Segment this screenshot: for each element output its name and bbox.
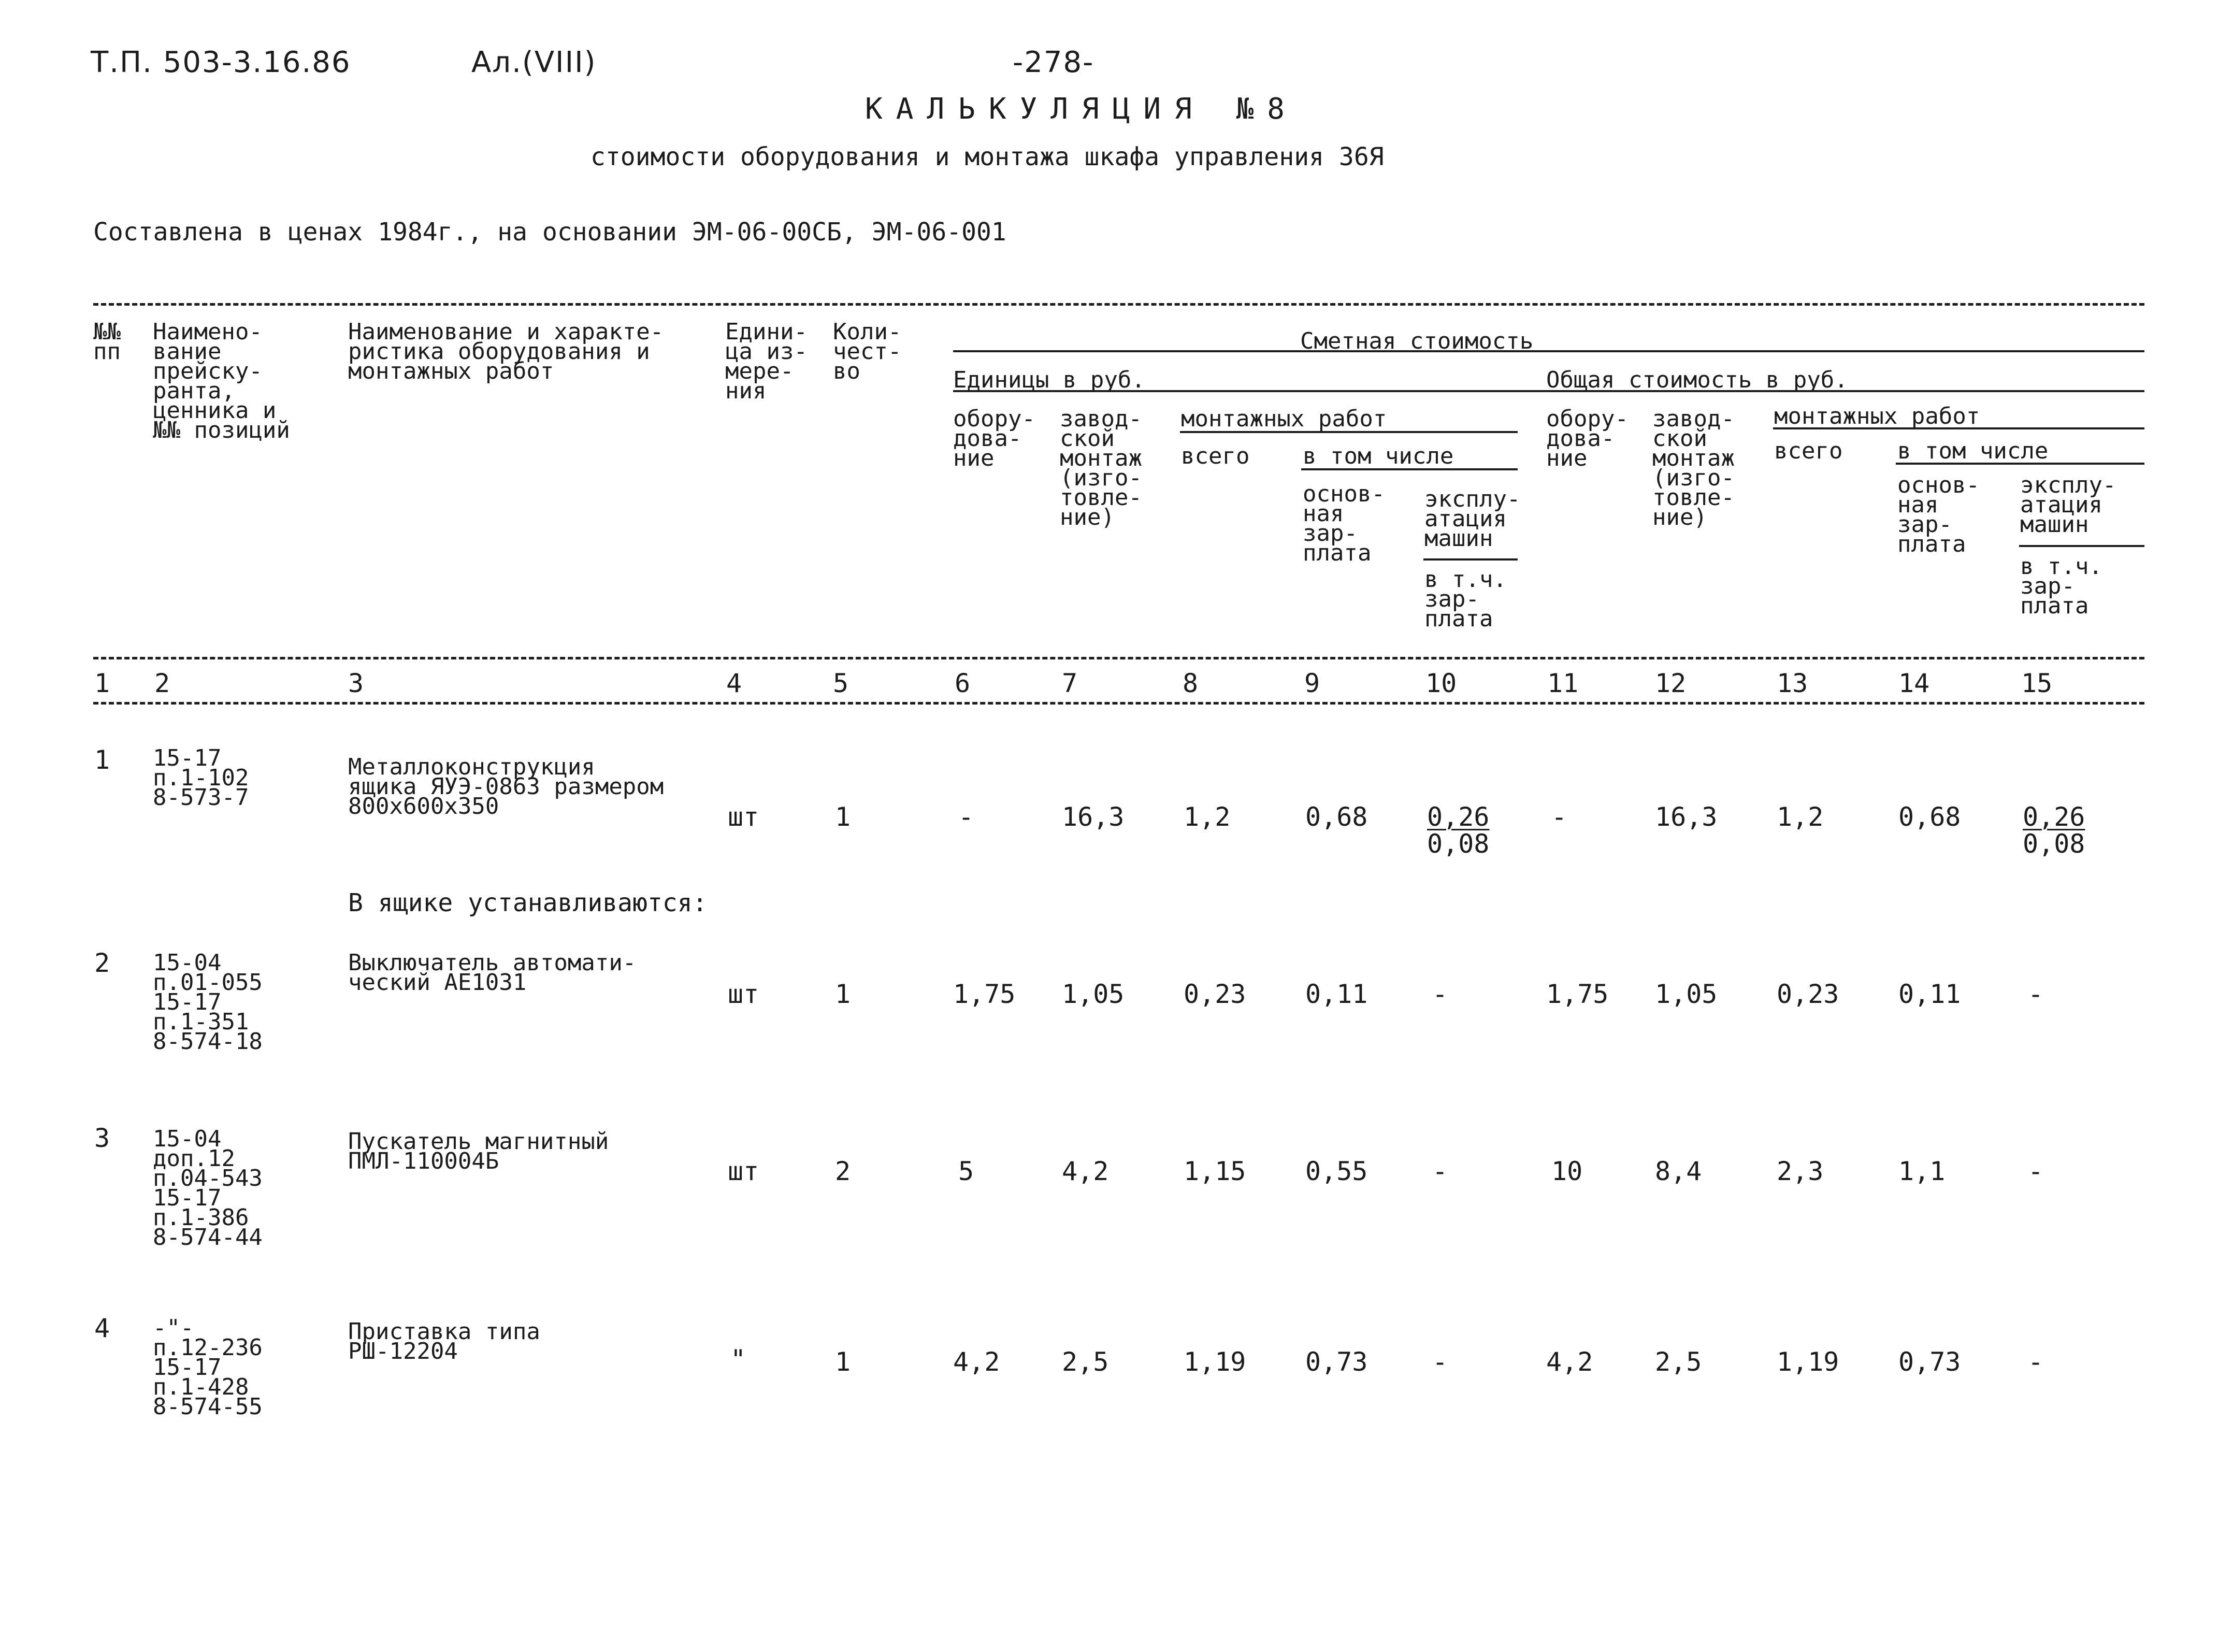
col-number-2: 2 — [154, 668, 170, 698]
row-total-equipment: - — [1551, 802, 1567, 832]
row-total-mount-all: 0,23 — [1777, 979, 1839, 1009]
row-total-machine: - — [2028, 1347, 2044, 1377]
row-total-base-wage: 1,1 — [1898, 1156, 1946, 1186]
header-total-incl: в том числе — [1897, 438, 2049, 464]
row-unit: шт — [728, 802, 759, 832]
header-col-3: Наименование и характе- ристика оборудования и монтажных работ — [348, 319, 664, 384]
row-unit-machine-wage: 0,08 — [1427, 829, 1490, 859]
row-total-mount-all: 1,2 — [1777, 802, 1824, 832]
row-total-factory: 16,3 — [1655, 802, 1718, 832]
col-number-15: 15 — [2021, 668, 2053, 698]
header-rule-total-machine — [2019, 545, 2144, 547]
doc-code: Т.П. 503-3.16.86 — [91, 46, 351, 79]
row-total-equipment: 4,2 — [1546, 1347, 1593, 1377]
row-unit-factory: 4,2 — [1062, 1156, 1109, 1186]
row-qty: 2 — [835, 1156, 851, 1186]
row-price-code: 15-17 п.1-102 8-573-7 — [153, 745, 249, 811]
header-rule-unit-mount — [1180, 431, 1518, 433]
col-number-3: 3 — [348, 668, 364, 698]
row-unit-mount-all: 0,23 — [1184, 979, 1246, 1009]
header-rule-total-mount — [1773, 427, 2144, 429]
header-estimated-cost: Сметная стоимость — [1300, 328, 1534, 354]
row-price-code: -"- п.12-236 15-17 п.1-428 8-574-55 — [153, 1315, 263, 1420]
header-bottom-rule — [93, 657, 2144, 659]
row-unit-base-wage: 0,73 — [1305, 1347, 1368, 1377]
table-top-rule — [93, 303, 2144, 306]
row-unit-mount-all: 1,15 — [1184, 1156, 1246, 1186]
header-total-machine: эксплу- атация машин — [2020, 472, 2116, 538]
row-unit-base-wage: 0,68 — [1305, 802, 1368, 832]
row-total-base-wage: 0,11 — [1898, 979, 1961, 1009]
row-unit-equipment: 5 — [958, 1156, 974, 1186]
row-item-name: Пускатель магнитный ПМЛ-110004Б — [348, 1128, 609, 1174]
header-rule-unit-machine — [1423, 558, 1518, 561]
col-number-9: 9 — [1304, 668, 1320, 698]
row-unit-equipment: - — [958, 802, 974, 832]
col-number-1: 1 — [94, 668, 110, 698]
col-number-5: 5 — [833, 668, 849, 698]
row-unit-factory: 2,5 — [1062, 1347, 1109, 1377]
row-unit-base-wage: 0,11 — [1305, 979, 1368, 1009]
row-total-equipment: 1,75 — [1546, 979, 1609, 1009]
row-number: 1 — [94, 745, 110, 775]
page-number: -278- — [1013, 46, 1094, 79]
col-number-11: 11 — [1547, 668, 1579, 698]
row-unit: шт — [728, 1156, 759, 1186]
header-total-equipment: обору- дова- ние — [1546, 406, 1629, 471]
row-total-base-wage: 0,73 — [1898, 1347, 1961, 1377]
row-item-name: Выключатель автомати- ческий АЕ1031 — [348, 950, 637, 996]
price-basis: Составлена в ценах 1984г., на основании ЭМ-06-00СБ, ЭМ-06-001 — [93, 218, 1006, 247]
row-unit: " — [730, 1344, 746, 1374]
header-unit-mount: монтажных работ — [1181, 406, 1387, 432]
col-numbers-rule — [93, 702, 2144, 705]
row-unit-mount-all: 1,2 — [1184, 802, 1231, 832]
row-unit-base-wage: 0,55 — [1305, 1156, 1368, 1186]
header-col-2: Наимено- вание прейску- ранта, ценника и №№ позиций — [153, 319, 290, 443]
header-unit-factory: завод- ской монтаж (изго- товле- ние) — [1060, 406, 1142, 530]
row-unit-equipment: 1,75 — [953, 979, 1016, 1009]
col-number-14: 14 — [1898, 668, 1930, 698]
row-number: 2 — [94, 948, 110, 978]
row-qty: 1 — [835, 802, 851, 832]
header-col-5: Коли- чест- во — [833, 319, 902, 384]
row-total-mount-all: 1,19 — [1777, 1347, 1839, 1377]
album-number: Ал.(VIII) — [471, 46, 597, 79]
header-rule-unit-incl — [1301, 468, 1518, 470]
row-unit-factory: 16,3 — [1062, 802, 1125, 832]
row-total-machine: - — [2028, 979, 2044, 1009]
header-unit-all: всего — [1181, 443, 1250, 469]
header-unit-machine-wage: в т.ч. зар- плата — [1424, 566, 1507, 632]
header-total-factory: завод- ской монтаж (изго- товле- ние) — [1652, 406, 1735, 530]
col-number-12: 12 — [1655, 668, 1687, 698]
row-qty: 1 — [835, 1347, 851, 1377]
row-unit-machine: 0,26 — [1427, 802, 1490, 832]
row-price-code: 15-04 доп.12 п.04-543 15-17 п.1-386 8-574-44 — [153, 1126, 263, 1251]
row-item-name: Приставка типа РШ-12204 — [348, 1318, 540, 1364]
col-number-13: 13 — [1777, 668, 1808, 698]
row-unit-factory: 1,05 — [1062, 979, 1125, 1009]
row-price-code: 15-04 п.01-055 15-17 п.1-351 8-574-18 — [153, 950, 263, 1055]
header-unit-machine: эксплу- атация машин — [1424, 486, 1521, 552]
row-qty: 1 — [835, 979, 851, 1009]
row-item-name: Металлоконструкция ящика ЯУЭ-0863 размером 800х600х350 — [348, 754, 664, 820]
header-total-base-wage: основ- ная зар- плата — [1897, 472, 1980, 557]
row-total-machine: - — [2028, 1156, 2044, 1186]
header-unit-incl: в том числе — [1303, 443, 1454, 469]
header-total-machine-wage: в т.ч. зар- плата — [2020, 553, 2102, 619]
header-rule-1 — [953, 350, 2144, 352]
col-number-6: 6 — [955, 668, 971, 698]
header-rule-total-incl — [1896, 463, 2144, 465]
header-total-mount: монтажных работ — [1774, 403, 1980, 429]
row-unit-mount-all: 1,19 — [1184, 1347, 1246, 1377]
col-number-10: 10 — [1425, 668, 1457, 698]
header-rule-2 — [953, 390, 2144, 392]
row-total-machine: 0,26 — [2023, 802, 2085, 832]
header-unit-equipment: обору- дова- ние — [953, 406, 1035, 471]
row-number: 3 — [94, 1123, 110, 1153]
header-unit-cost: Единицы в руб. — [953, 367, 1145, 393]
row-total-machine-wage: 0,08 — [2023, 829, 2085, 859]
header-col-4: Едини- ца из- мере- ния — [725, 319, 808, 404]
row-total-base-wage: 0,68 — [1898, 802, 1961, 832]
row-unit-equipment: 4,2 — [953, 1347, 1000, 1377]
header-total-cost: Общая стоимость в руб. — [1546, 367, 1848, 393]
box-installed-note: В ящике устанавливаются: — [348, 888, 708, 917]
col-number-4: 4 — [726, 668, 742, 698]
col-number-8: 8 — [1183, 668, 1199, 698]
row-unit: шт — [728, 979, 759, 1009]
header-total-all: всего — [1774, 438, 1843, 464]
header-unit-base-wage: основ- ная зар- плата — [1303, 481, 1385, 566]
row-unit-machine: - — [1432, 979, 1448, 1009]
col-number-7: 7 — [1062, 668, 1078, 698]
row-total-mount-all: 2,3 — [1777, 1156, 1824, 1186]
row-total-factory: 8,4 — [1655, 1156, 1702, 1186]
header-col-1: №№ пп — [93, 319, 121, 365]
row-unit-machine: - — [1432, 1347, 1448, 1377]
row-total-equipment: 10 — [1551, 1156, 1583, 1186]
row-number: 4 — [94, 1313, 110, 1343]
row-total-factory: 2,5 — [1655, 1347, 1702, 1377]
document-title: КАЛЬКУЛЯЦИЯ №8 — [865, 92, 1299, 126]
document-subtitle: стоимости оборудования и монтажа шкафа управления 36Я — [590, 142, 1384, 171]
row-total-factory: 1,05 — [1655, 979, 1718, 1009]
row-unit-machine: - — [1432, 1156, 1448, 1186]
